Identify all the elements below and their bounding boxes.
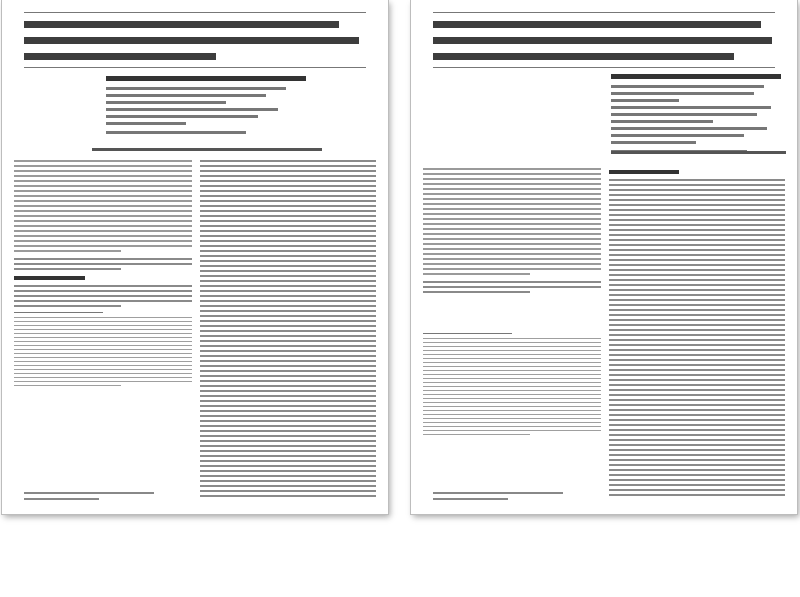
body-column-left <box>200 160 376 500</box>
published-line-right <box>611 151 786 154</box>
journal-footer-right <box>433 492 775 504</box>
article-title-left <box>24 12 366 68</box>
journal-footer-left <box>24 492 366 504</box>
abstract-column-left <box>14 160 192 389</box>
body-column-right <box>609 168 785 499</box>
abstract-column-right <box>423 168 601 438</box>
author-block-left <box>106 76 306 138</box>
article-page-right <box>411 0 797 514</box>
article-title-right <box>433 12 775 68</box>
author-block-right <box>611 74 781 157</box>
article-page-left <box>2 0 388 514</box>
published-line-left <box>92 148 322 151</box>
